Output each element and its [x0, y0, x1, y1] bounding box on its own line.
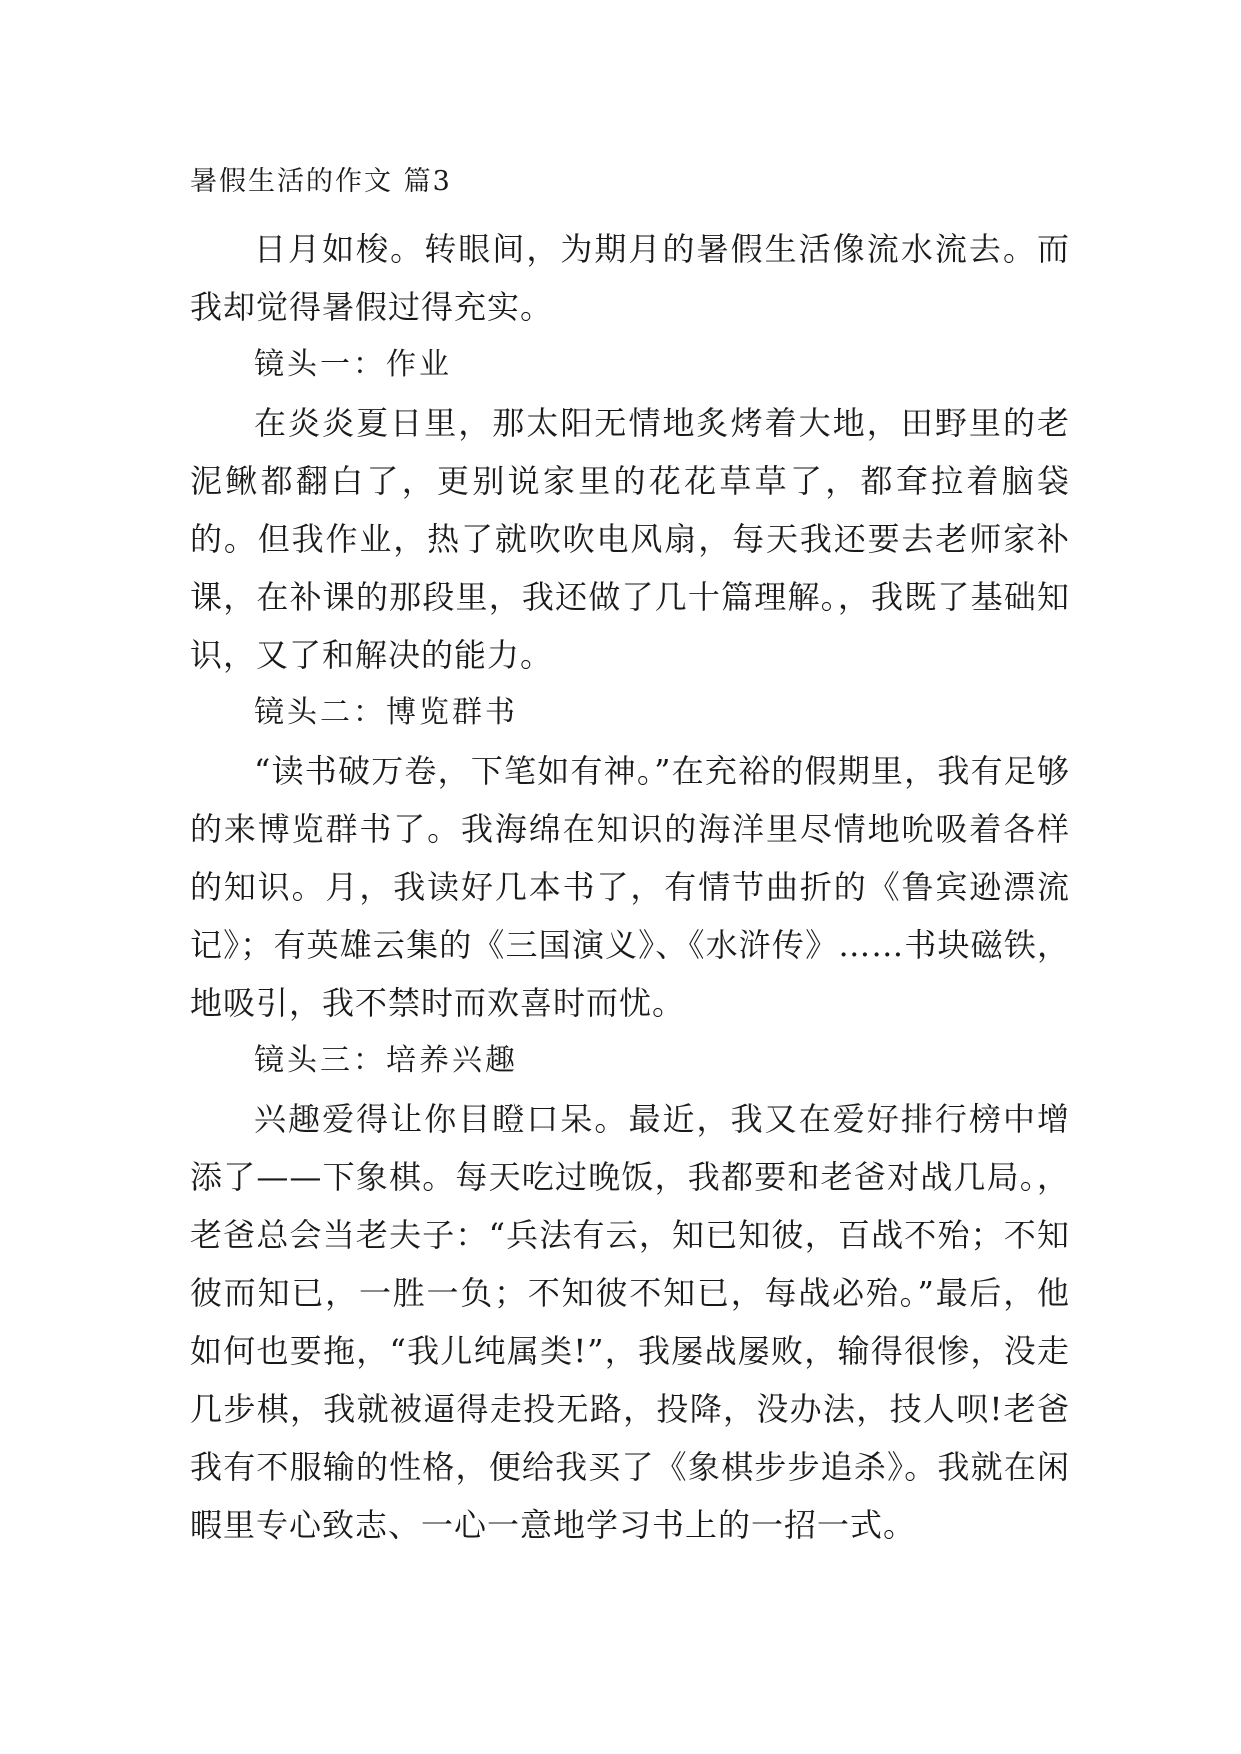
section-heading-1: 镜头一：作业 [254, 347, 452, 382]
paragraph-chess: 兴趣爱得让你目瞪口呆。最近，我又在爱好排行榜中增添了——下象棋。每天吃过晚饭，我都要和老爸对战几局。，老爸总会当老夫子：“兵法有云，知已知彼，百战不殆；不知彼而知已，一胜一负；不知彼不知已，每战必殆。”最后，他如何也要拖，“我儿纯属类!”，我屡战屡败，输得很惨，没走几步棋，我就被逼得走投无路，投降，没办法，技人呗!老爸我有不服输的性格，便给我买了《象棋步步追杀》。我就在闲暇里专心致志、一心一意地学习书上的一招一式。 [190, 1100, 1070, 1544]
section-heading-3: 镜头三：培养兴趣 [254, 1043, 518, 1078]
paragraph-homework: 在炎炎夏日里，那太阳无情地炙烤着大地，田野里的老泥鳅都翻白了，更别说家里的花花草草了，都耷拉着脑袋的。但我作业，热了就吹吹电风扇，每天我还要去老师家补课，在补课的那段里，我还做了几十篇理解。，我既了基础知识，又了和解决的能力。 [190, 404, 1070, 674]
section-heading-2: 镜头二：博览群书 [254, 695, 518, 730]
document-title: 暑假生活的作文 篇3 [190, 166, 452, 197]
paragraph-reading: “读书破万卷，下笔如有神。”在充裕的假期里，我有足够的来博览群书了。我海绵在知识的海洋里尽情地吮吸着各样的知识。月，我读好几本书了，有情节曲折的《鲁宾逊漂流记》；有英雄云集的《三国演义》、《水浒传》……书块磁铁，地吸引，我不禁时而欢喜时而忧。 [190, 752, 1070, 1022]
paragraph-intro: 日月如梭。转眼间，为期月的暑假生活像流水流去。而我却觉得暑假过得充实。 [190, 230, 1070, 326]
document-page [190, 162, 1070, 1554]
